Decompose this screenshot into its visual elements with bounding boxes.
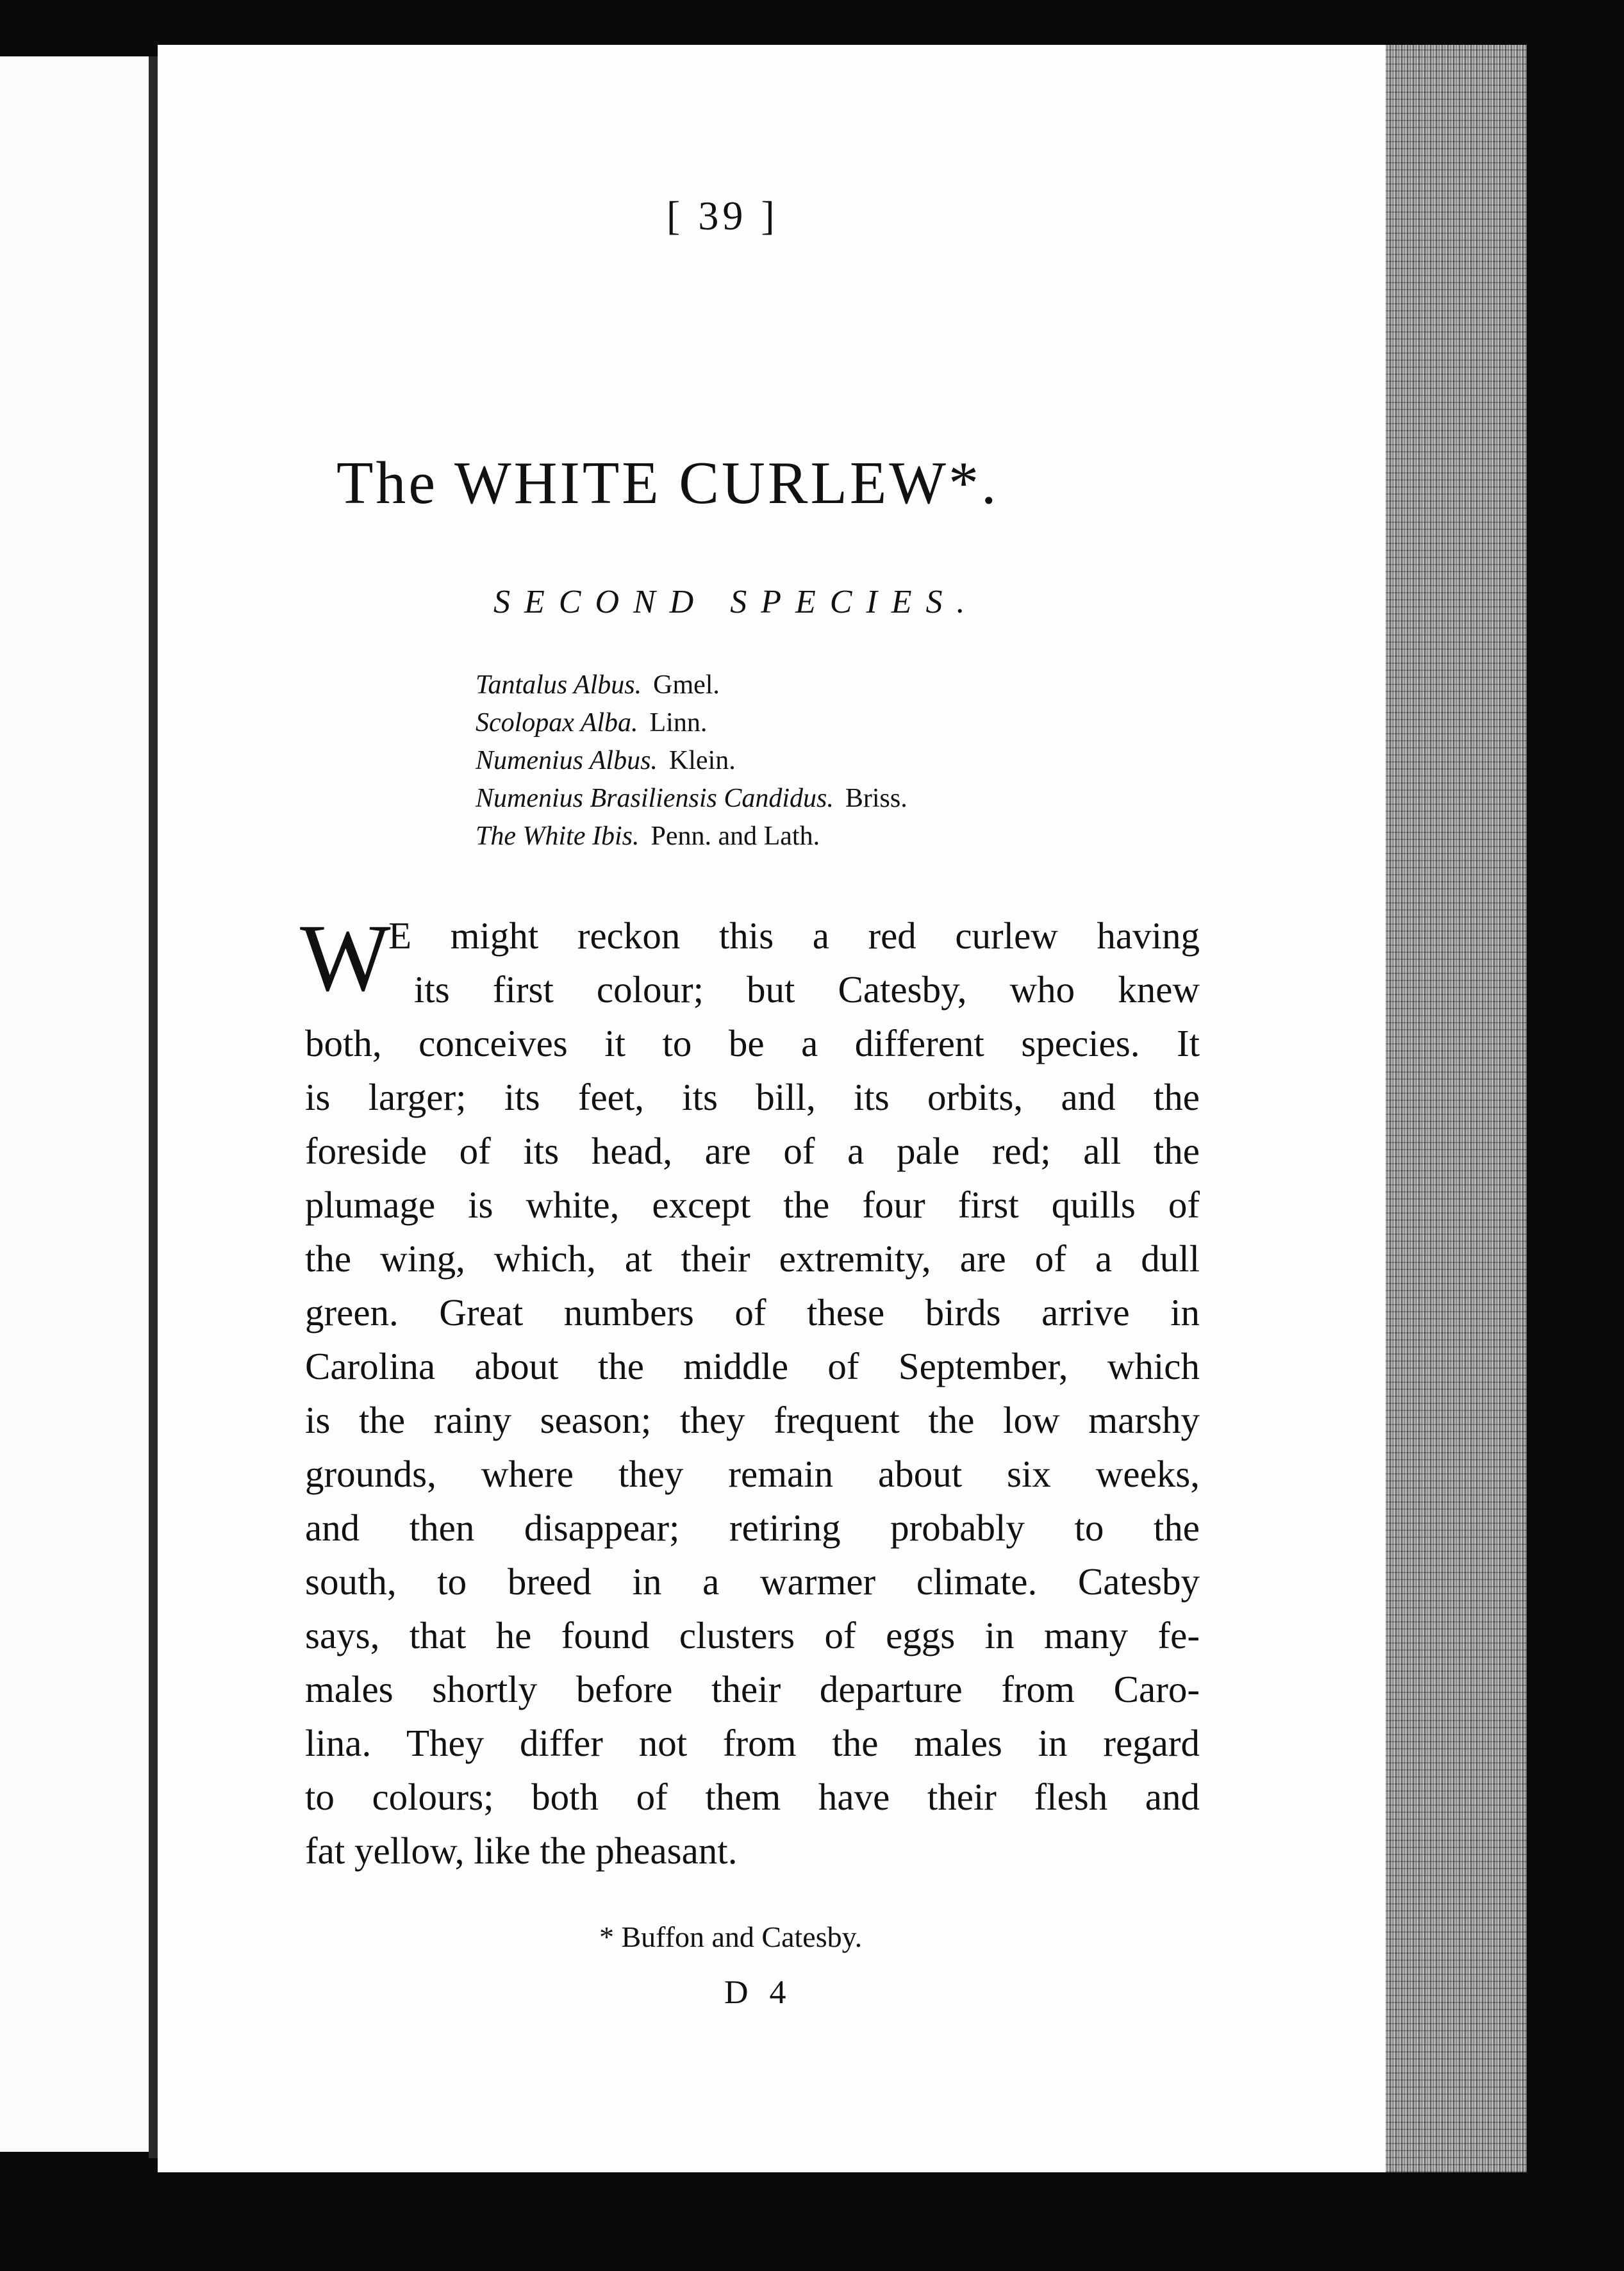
- body-line: the wing, which, at their extremity, are of a dull: [305, 1237, 1200, 1280]
- drop-cap: W: [300, 905, 391, 1011]
- body-line: is larger; its feet, its bill, its orbits, and the: [305, 1076, 1200, 1118]
- synonym-authority: Penn. and Lath.: [650, 822, 820, 851]
- synonym-name: Numenius Albus.: [476, 746, 658, 775]
- body-line: foreside of its head, are of a pale red; all the: [305, 1130, 1200, 1172]
- page-title: The WHITE CURLEW*.: [336, 450, 999, 516]
- signature-mark: D 4: [724, 1974, 793, 2011]
- body-line: and then disappear; retiring probably to the: [305, 1507, 1200, 1549]
- synonym-authority: Gmel.: [653, 670, 720, 700]
- synonym-name: The White Ibis.: [476, 822, 640, 851]
- body-line: south, to breed in a warmer climate. Catesby: [305, 1560, 1200, 1603]
- body-line: fat yellow, like the pheasant.: [305, 1829, 738, 1872]
- species-subtitle: SECOND SPECIES.: [493, 584, 979, 620]
- synonym-entry: [476, 780, 907, 818]
- body-line: green. Great numbers of these birds arrive in: [305, 1291, 1200, 1334]
- synonym-entry: [476, 742, 907, 780]
- body-line: plumage is white, except the four first quills of: [305, 1184, 1200, 1226]
- book-gutter: [149, 56, 158, 2158]
- body-line: Carolina about the middle of September, which: [305, 1345, 1200, 1387]
- body-line: males shortly before their departure from Caro-: [305, 1668, 1200, 1710]
- body-line: says, that he found clusters of eggs in many fe-: [305, 1614, 1200, 1656]
- footnote: * Buffon and Catesby.: [599, 1920, 863, 1953]
- body-line: both, conceives it to be a different species. It: [305, 1022, 1200, 1064]
- synonym-entry: [476, 704, 907, 742]
- synonym-authority: Briss.: [845, 784, 907, 813]
- body-line: to colours; both of them have their flesh and: [305, 1776, 1200, 1818]
- body-line: grounds, where they remain about six weeks,: [305, 1453, 1200, 1495]
- body-paragraph: [305, 909, 1200, 1878]
- facing-page: [0, 56, 149, 2152]
- body-line: its first colour; but Catesby, who knew: [414, 968, 1200, 1011]
- synonym-name: Numenius Brasiliensis Candidus.: [476, 784, 834, 813]
- body-line: lina. They differ not from the males in regard: [305, 1722, 1200, 1764]
- page-number: [ 39 ]: [667, 193, 779, 238]
- synonym-name: Scolopax Alba.: [476, 708, 638, 738]
- page-edges: [1386, 45, 1527, 2172]
- synonym-entry: [476, 666, 907, 704]
- synonym-authority: Linn.: [649, 708, 708, 738]
- synonym-entry: [476, 818, 907, 855]
- synonym-authority: Klein.: [668, 746, 736, 775]
- body-line: E might reckon this a red curlew having: [388, 914, 1200, 957]
- body-line: is the rainy season; they frequent the low marshy: [305, 1399, 1200, 1441]
- synonym-name: Tantalus Albus.: [476, 670, 642, 700]
- synonym-list: [476, 666, 907, 855]
